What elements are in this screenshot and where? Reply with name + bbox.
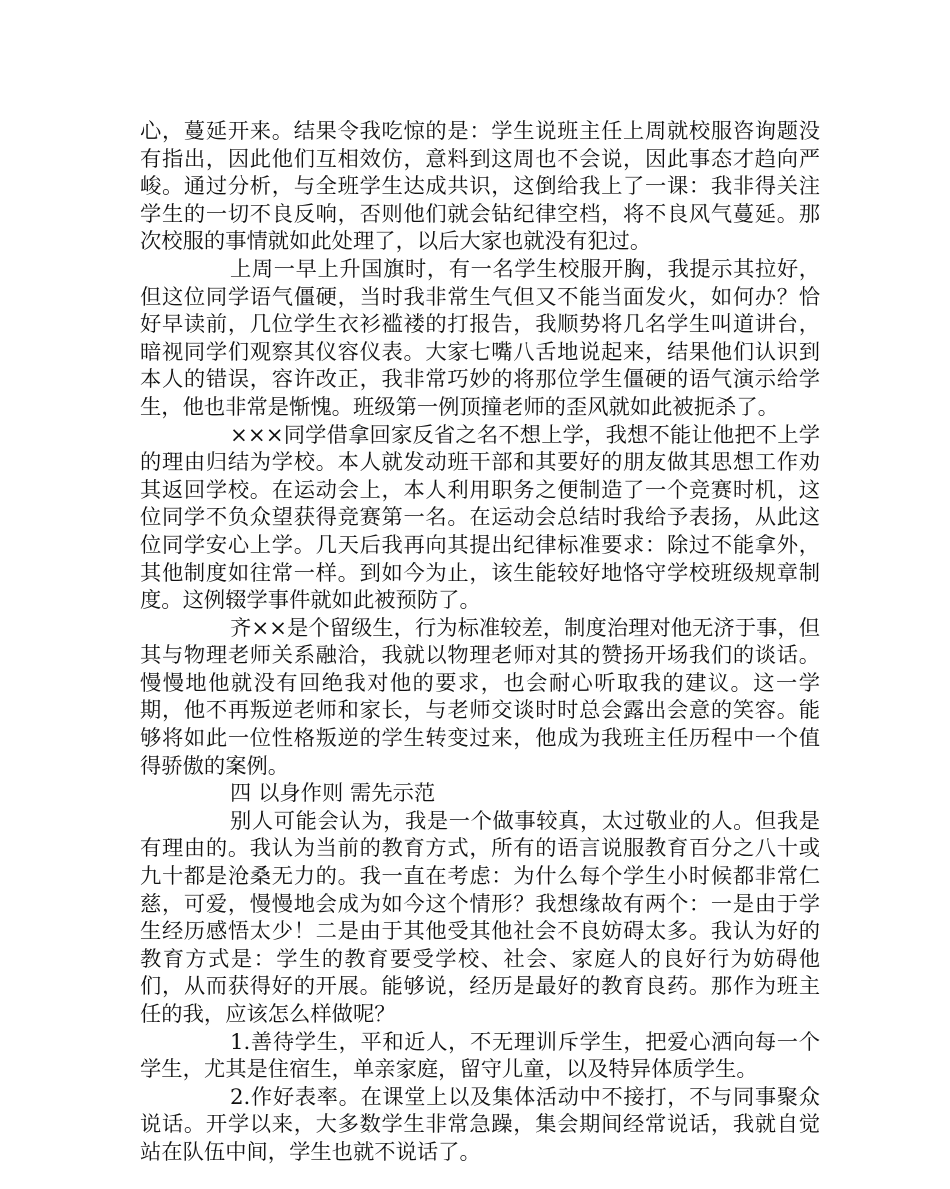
list-item-treat-students-well: 1.善待学生，平和近人，不无理训斥学生，把爱心洒向每一个学生，尤其是住宿生，单亲家庭，留守儿童，以及特异体质学生。 [140, 1029, 820, 1083]
paragraph-flag-raising-case: 上周一早上升国旗时，有一名学生校服开胸，我提示其拉好，但这位同学语气僵硬，当时我非常生气但又不能当面发火，如何办？恰好早读前，几位学生衣衫褴褛的打报告，我顺势将几名学生叫道讲台，暗视同学们观察其仪容仪表。大家七嘴八舌地说起来，结果他们认识到本人的错误，容许改正，我非常巧妙的将那位学生僵硬的语气演示给学生，他也非常是惭愧。班级第一例顶撞老师的歪风就如此被扼杀了。 [140, 256, 820, 420]
paragraph-education-philosophy: 别人可能会认为，我是一个做事较真，太过敬业的人。但我是有理由的。我认为当前的教育方式，所有的语言说服教育百分之八十或九十都是沧桑无力的。我一直在考虑：为什么每个学生小时候都非常仁慈，可爱，慢慢地会成为如今这个情形？我想缘故有两个：一是由于学生经历感悟太少！二是由于其他受其他社会不良妨碍太多。我认为好的教育方式是：学生的教育要受学校、社会、家庭人的良好行为妨碍他们，从而获得好的开展。能够说，经历是最好的教育良药。那作为班主任的我，应该怎么样做呢？ [140, 808, 820, 1027]
paragraph-continuation: 心，蔓延开来。结果令我吃惊的是：学生说班主任上周就校服咨询题没有指出，因此他们互相效仿，意料到这周也不会说，因此事态才趋向严峻。通过分析，与全班学生达成共识，这倒给我上了一课：我非得关注学生的一切不良反响，否则他们就会钻纪律空档，将不良风气蔓延。那次校服的事情就如此处理了，以后大家也就没有犯过。 [140, 119, 820, 255]
document-page [140, 118, 820, 1167]
section-heading-lead-by-example: 四 以身作则 需先示范 [230, 781, 436, 807]
list-item-set-example: 2.作好表率。在课堂上以及集体活动中不接打，不与同事聚众说话。开学以来，大多数学生非常急躁，集会期间经常说话，我就自觉站在队伍中间，学生也就不说话了。 [140, 1084, 820, 1165]
paragraph-dropout-prevention-case: ×××同学借拿回家反省之名不想上学，我想不能让他把不上学的理由归结为学校。本人就发动班干部和其要好的朋友做其思想工作劝其返回学校。在运动会上，本人利用职务之便制造了一个竞赛时机，这位同学不负众望获得竞赛第一名。在运动会总结时我给予表扬，从此这位同学安心上学。几天后我再向其提出纪律标准要求：除过不能拿外，其他制度如往常一样。到如今为止，该生能较好地恪守学校班级规章制度。这例辍学事件就如此被预防了。 [140, 422, 820, 614]
paragraph-repeat-student-case: 齐××是个留级生，行为标准较差，制度治理对他无济于事，但其与物理老师关系融洽，我就以物理老师对其的赞扬开场我们的谈话。慢慢地他就没有回绝我对他的要求，也会耐心听取我的建议。这一学期，他不再叛逆老师和家长，与老师交谈时时总会露出会意的笑容。能够将如此一位性格叛逆的学生转变过来，他成为我班主任历程中一个值得骄傲的案例。 [140, 615, 820, 779]
